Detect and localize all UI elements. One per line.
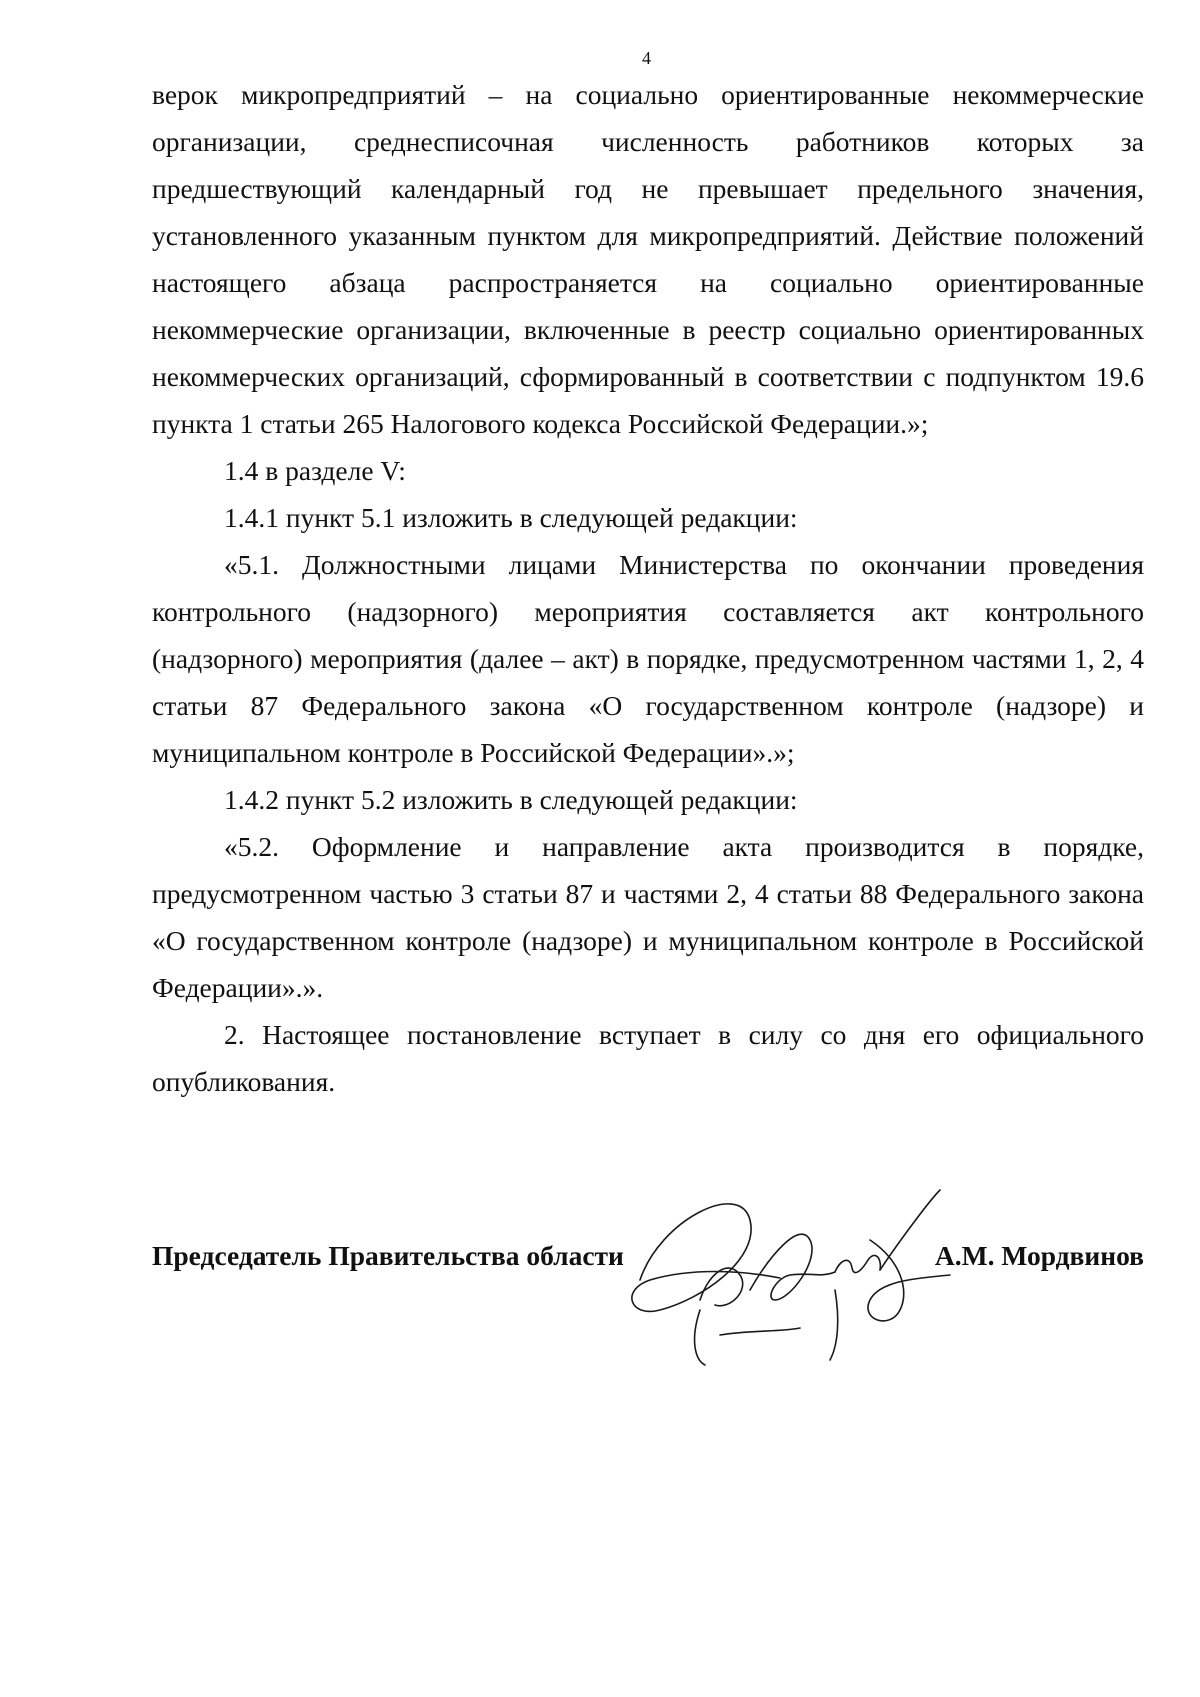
- paragraph-continuation: верок микропредприятий – на социально ориентированные некоммерческие организации, среднесписочная численность работников которых за предшествующий календарный год не превышает предельного значения, установленного указанным пунктом для микропредприятий. Действие положений настоящего абзаца распространяется на социально ориентированные некоммерческие организации, включенные в реестр социально ориентированных некоммерческих организаций, сформированный в соответствии с подпунктом 19.6 пункта 1 статьи 265 Налогового кодекса Российской Федерации.»;: [152, 79, 1144, 439]
- document-body: [152, 71, 1144, 1105]
- signature-block: [152, 1230, 1144, 1290]
- paragraph-1-4-2: 1.4.2 пункт 5.2 изложить в следующей редакции:: [224, 784, 798, 815]
- signatory-title: Председатель Правительства области: [152, 1240, 624, 1271]
- signatory-name: А.М. Мордвинов: [934, 1240, 1144, 1271]
- paragraph-5-1-quote: «5.1. Должностными лицами Министерства по окончании проведения контрольного (надзорного) мероприятия составляется акт контрольного (надзорного) мероприятия (далее – акт) в порядке, предусмотренном частями 1, 2, 4 статьи 87 Федерального закона «О государственном контроле (надзоре) и муниципальном контроле в Российской Федерации».»;: [152, 549, 1144, 768]
- paragraph-2-effective: 2. Настоящее постановление вступает в силу со дня его официального опубликования.: [152, 1019, 1144, 1097]
- page-number: 4: [642, 48, 651, 68]
- paragraph-1-4-1: 1.4.1 пункт 5.1 изложить в следующей редакции:: [224, 502, 798, 533]
- paragraph-5-2-quote: «5.2. Оформление и направление акта производится в порядке, предусмотренном частью 3 статьи 87 и частями 2, 4 статьи 88 Федерального закона «О государственном контроле (надзоре) и муниципальном контроле в Российской Федерации».».: [152, 831, 1144, 1003]
- paragraph-1-4: 1.4 в разделе V:: [224, 455, 406, 486]
